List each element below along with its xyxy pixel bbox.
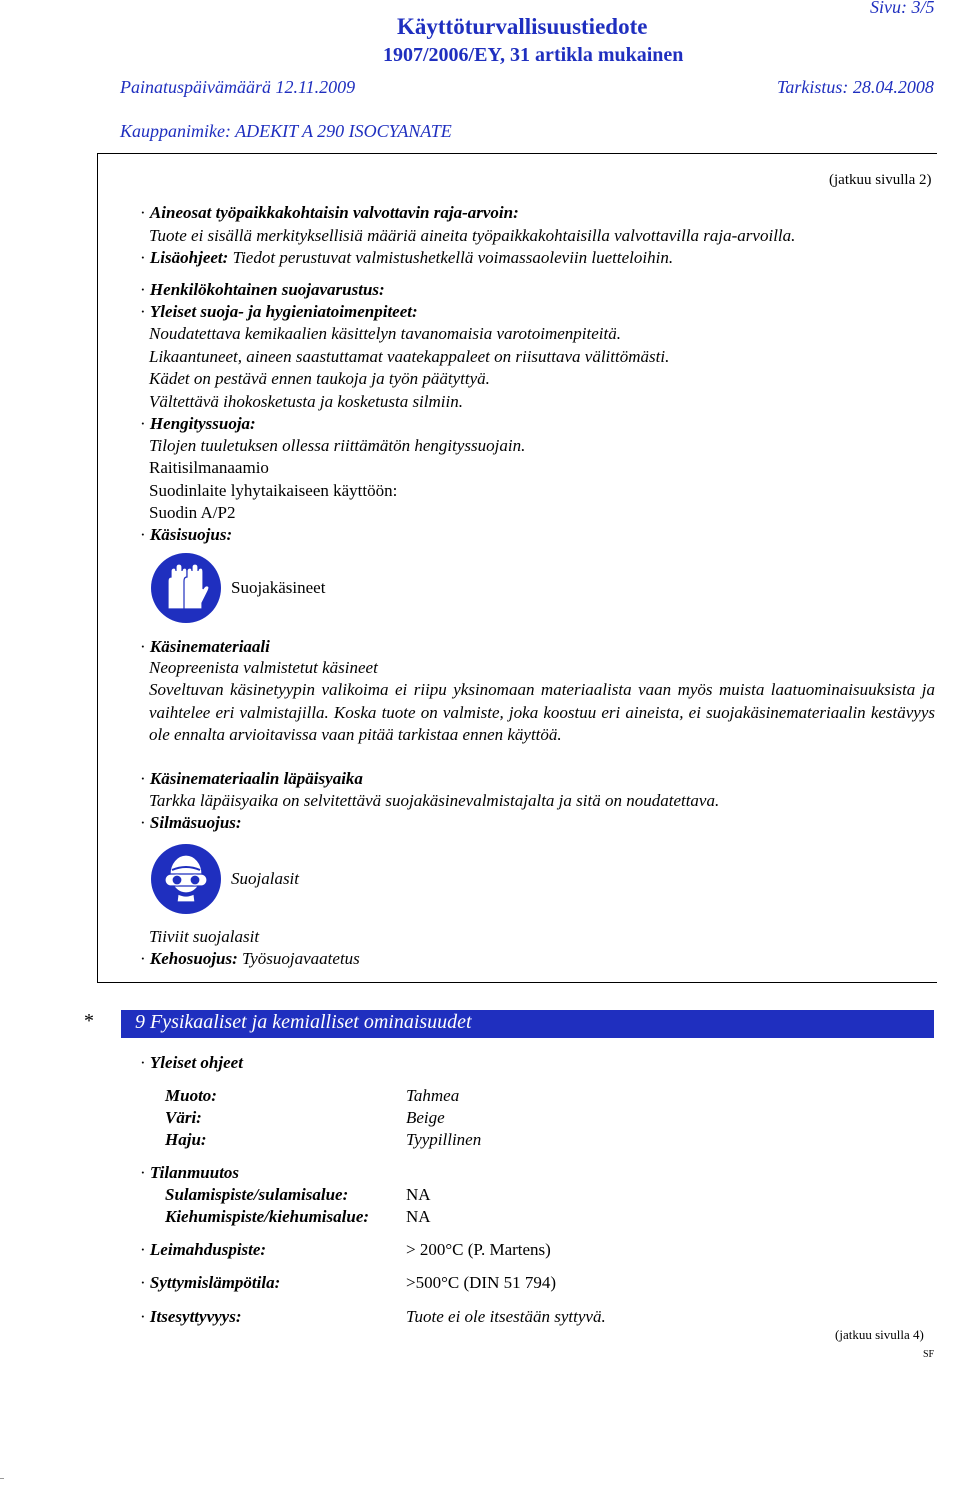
self-ignition-label: · Itsesyttyvyys: [140, 1307, 242, 1326]
revision-date: Tarkistus: 28.04.2008 [777, 77, 934, 97]
page-number: Sivu: 3/5 [870, 0, 935, 17]
document-title: Käyttöturvallisuustiedote [397, 14, 648, 39]
ignition-label: · Syttymislämpötila: [140, 1273, 281, 1292]
gloves-icon [151, 553, 221, 623]
glove-paragraph: Soveltuvan käsinetyypin valikoima ei riipu yksinomaan materiaalista vaan myös muista laatuominaisuuksista ja vaihtelee eri valmistajilla. Koska tuote on valmiste, joka koostuu eri aineista, ei suojakäsinemateriaalin kestävyys ole ennalta arvioitavissa vaan pitää tarkistaa ennen käyttöä. [149, 680, 935, 744]
gloves-icon-label: Suojakäsineet [231, 578, 326, 597]
goggles-icon [151, 844, 221, 914]
body-protection: · Kehosuojus: Työsuojavaatetus [140, 949, 360, 968]
hygiene-line: Likaantuneet, aineen saastuttamat vaatekappaleet on riisuttava välittömästi. [149, 347, 670, 366]
prop-value: Tahmea [406, 1086, 460, 1105]
section-title: 9 Fysikaaliset ja kemialliset ominaisuudet [135, 1011, 472, 1033]
limits-heading: · Aineosat työpaikkakohtaisin valvottavin raja-arvoin: [140, 203, 519, 222]
flash-point-label: · Leimahduspiste: [140, 1240, 267, 1259]
self-ignition-value: Tuote ei ole itsestään syttyvä. [406, 1307, 606, 1326]
respiratory-line: Suodinlaite lyhytaikaiseen käyttöön: [149, 481, 398, 500]
state-change-heading: · Tilanmuutos [140, 1163, 240, 1182]
ignition-value: >500°C (DIN 51 794) [406, 1273, 557, 1292]
hand-protection-heading: · Käsisuojus: [140, 525, 233, 544]
prop-value: Beige [406, 1108, 445, 1127]
prop-label: Väri: [165, 1108, 202, 1127]
revision-marker: * [84, 1010, 94, 1032]
content-frame [97, 153, 937, 983]
limits-text: Tuote ei sisällä merkityksellisiä määriä aineita työpaikkakohtaisilla valvottavilla raja-arvoilla. [149, 226, 796, 245]
hygiene-line: Noudatettava kemikaalien käsittelyn tavanomaisia varotoimenpiteitä. [149, 324, 621, 343]
prop-label: Muoto: [165, 1086, 217, 1105]
glove-material-heading: · Käsinemateriaali [140, 637, 270, 656]
glove-material-text: Neopreenista valmistetut käsineet [149, 658, 378, 677]
respiratory-heading: · Hengityssuoja: [140, 414, 256, 433]
print-date: Painatuspäivämäärä 12.11.2009 [120, 77, 356, 97]
eye-text: Tiiviit suojalasit [149, 927, 260, 946]
continued-to: (jatkuu sivulla 4) [835, 1327, 924, 1342]
ppe-heading: · Henkilökohtainen suojavarustus: [140, 280, 385, 299]
hygiene-line: Vältettävä ihokosketusta ja kosketusta silmiin. [149, 392, 463, 411]
language-code: SF [923, 1349, 935, 1360]
respiratory-line: Suodin A/P2 [149, 503, 236, 522]
prop-label: Haju: [165, 1130, 207, 1149]
page-edge-mark [0, 1478, 4, 1479]
hygiene-heading: · Yleiset suoja- ja hygieniatoimenpiteet: [140, 302, 418, 321]
penetration-text: Tarkka läpäisyaika on selvitettävä suojakäsinevalmistajalta ja sitä on noudatettava. [149, 791, 720, 810]
goggles-icon-label: Suojalasit [231, 869, 300, 888]
respiratory-line: Tilojen tuuletuksen ollessa riittämätön hengityssuojain. [149, 436, 526, 455]
melting-label: Sulamispiste/sulamisalue: [165, 1185, 349, 1204]
document-subtitle: 1907/2006/EY, 31 artikla mukainen [383, 44, 684, 66]
hygiene-line: Kädet on pestävä ennen taukoja ja työn päätyttyä. [149, 369, 490, 388]
melting-value: NA [406, 1185, 431, 1204]
additional-info: · Lisäohjeet: Tiedot perustuvat valmistushetkellä voimassaoleviin luetteloihin. [140, 248, 674, 267]
prop-value: Tyypillinen [406, 1130, 482, 1149]
eye-protection-heading: · Silmäsuojus: [140, 813, 242, 832]
boiling-value: NA [406, 1207, 431, 1226]
general-info-heading: · Yleiset ohjeet [140, 1053, 243, 1072]
respiratory-line: Raitisilmanaamio [149, 458, 269, 477]
boiling-label: Kiehumispiste/kiehumisalue: [165, 1207, 370, 1226]
penetration-heading: · Käsinemateriaalin läpäisyaika [140, 769, 363, 788]
continued-from: (jatkuu sivulla 2) [829, 172, 932, 188]
trade-name: Kauppanimike: ADEKIT A 290 ISOCYANATE [120, 121, 452, 141]
flash-point-value: > 200°C (P. Martens) [406, 1240, 551, 1259]
